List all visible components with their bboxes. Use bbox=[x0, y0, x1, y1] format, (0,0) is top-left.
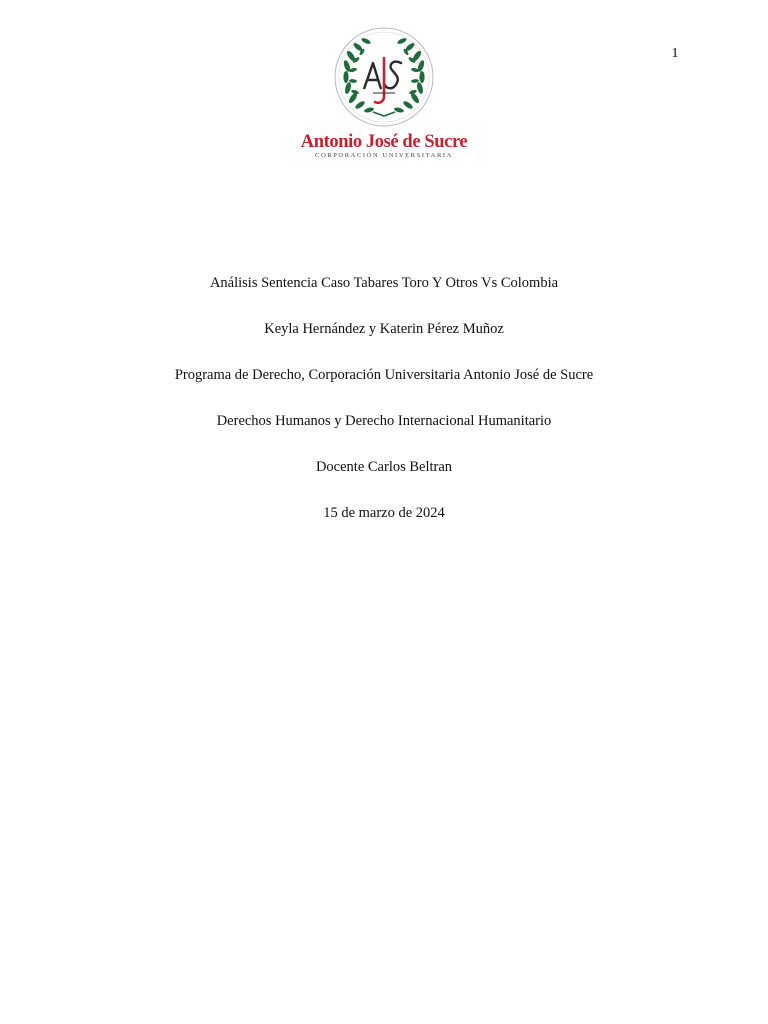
date: 15 de marzo de 2024 bbox=[323, 505, 445, 521]
paper-title: Análisis Sentencia Caso Tabares Toro Y Otros Vs Colombia bbox=[209, 275, 559, 291]
course: Derechos Humanos y Derecho Internacional Humanitario bbox=[216, 413, 552, 429]
authors: Keyla Hernández y Katerin Pérez Muñoz bbox=[264, 321, 504, 337]
seal-icon bbox=[333, 26, 435, 128]
logo-name: Antonio José de Sucre bbox=[300, 132, 468, 152]
logo-subtitle: CORPORACIÓN UNIVERSITARIA bbox=[315, 152, 453, 159]
university-logo bbox=[300, 26, 468, 166]
title-block bbox=[0, 272, 768, 548]
program: Programa de Derecho, Corporación Universitaria Antonio José de Sucre bbox=[174, 367, 594, 383]
page-number: 1 bbox=[671, 46, 679, 61]
teacher: Docente Carlos Beltran bbox=[315, 459, 453, 475]
